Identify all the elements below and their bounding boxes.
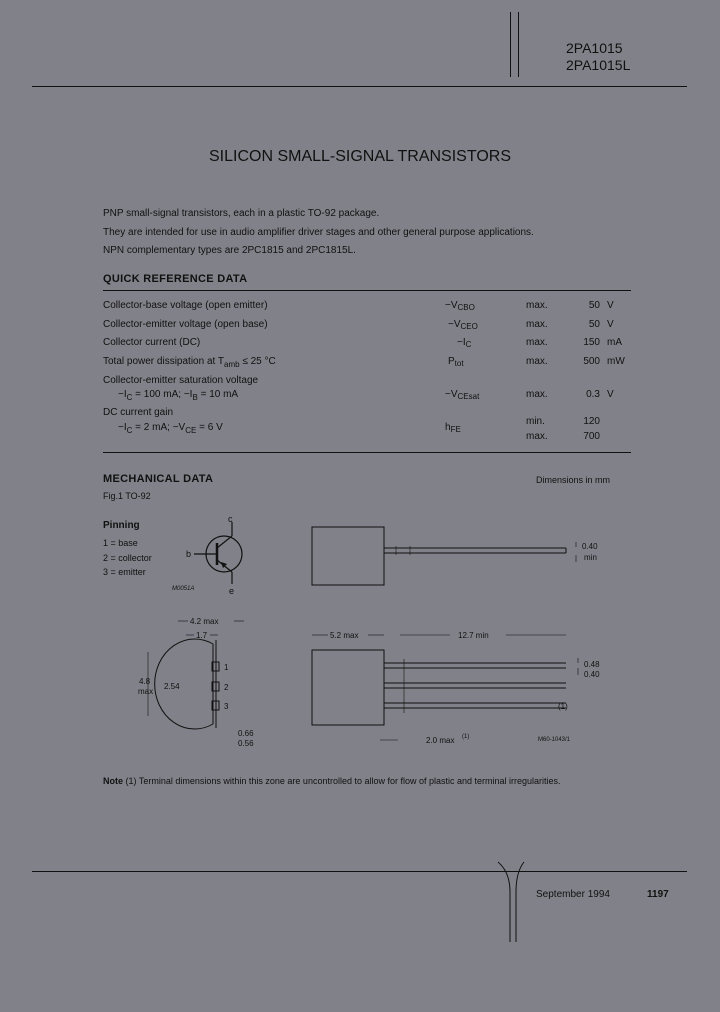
pin-number: 3 [103,567,109,577]
transistor-symbol-diagram [172,512,260,602]
pin-name: = base [110,538,138,548]
sat-condition: $-I_C = 100$ mA; $-I_B = 10$ mA [118,389,239,402]
qr-limit: max. [526,356,548,367]
pin-e-label: e [229,586,235,596]
mechanical-heading: MECHANICAL DATA [103,473,214,485]
package-side-view [300,520,620,590]
package-body-outline [312,527,384,585]
gain-symbol: $h_{FE}$ [445,422,461,434]
pin-b-label: b [186,549,192,559]
pin-row [103,553,152,563]
pin-row [103,538,138,548]
dim-label-048: 0.48 [584,660,600,669]
qr-symbol: $P_{tot}$ [448,356,464,368]
drawing-code: M60-1043/1 [538,737,571,743]
qr-unit: V [607,300,614,311]
pin-1-label: 1 [224,663,229,672]
qr-limit: max. [526,337,548,348]
pin-name: = collector [110,553,152,563]
intro-line-3: NPN complementary types are 2PC1815 and 2PC1815L. [103,245,356,256]
sat-value: 0.3 [586,389,600,400]
page-title: SILICON SMALL-SIGNAL TRANSISTORS [208,148,511,165]
qr-top-rule [103,290,631,291]
dim-label-127min: 12.7 min [458,631,489,640]
qr-limit: max. [526,300,548,311]
package-front-view [128,612,268,752]
dim-label-52max: 5.2 max [330,631,359,640]
pin-row [103,567,146,577]
footnote-prefix: Note [103,776,123,786]
pin-c-label: c [228,514,233,524]
footnote-text: Terminal dimensions within this zone are uncontrolled to allow for flow of plastic and terminal irregularities. [138,776,561,786]
dim-label-040: 0.40 [582,542,598,551]
footer-rule [32,871,687,872]
package-lead-view [300,625,620,755]
header-divider-right [518,12,519,77]
lead-view-body [312,650,384,725]
intro-line-2: They are intended for use in audio amplifier driver stages and other general purpose applications. [103,227,534,238]
intro-line-1: PNP small-signal transistors, each in a plastic TO-92 package. [103,208,380,219]
pin-2-label: 2 [224,683,229,692]
qr-limit: max. [526,319,548,330]
gain-label: DC current gain [103,407,174,418]
gain-min-value: 120 [583,416,600,427]
sat-symbol: $-V_{CEsat}$ [445,389,480,401]
part-number-1: 2PA1015 [566,40,623,56]
figure-caption: Fig.1 TO-92 [103,491,151,501]
gain-condition: $-I_C = 2$ mA; $-V_{CE} = 6$ V [118,422,223,435]
gain-max-label: max. [526,431,548,442]
dim-label-066: 0.66 [238,729,254,738]
qr-symbol: $-I_C$ [457,337,472,349]
dim-label-254: 2.54 [164,682,180,691]
qr-unit: mA [607,337,622,348]
qr-label: Collector current (DC) [103,337,201,348]
sat-limit: max. [526,389,548,400]
dim-label-48max: max [138,687,154,696]
pin-name: = emitter [110,567,146,577]
dim-label-42max: 4.2 max [190,617,219,626]
header-divider-left [510,12,511,77]
dim-label-20max: 2.0 max [426,736,455,745]
quick-reference-heading: QUICK REFERENCE DATA [103,273,248,285]
dim-note-ref: (1) [462,734,470,740]
footnote [103,776,561,786]
pin-number: 1 [103,538,109,548]
qr-value: 500 [583,356,600,367]
pin-3-label: 3 [224,702,229,711]
gain-min-label: min. [526,416,545,427]
dim-label-48: 4.8 [139,677,151,686]
dim-label-056: 0.56 [238,739,254,748]
header-rule [32,86,687,87]
qr-symbol: $-V_{CBO}$ [445,300,475,312]
symbol-code: M0051A [172,586,195,592]
footer-page-number: 1197 [647,889,669,900]
qr-symbol: $-V_{CEO}$ [448,319,478,331]
dim-label-040b: 0.40 [584,670,600,679]
collector-lead [217,536,232,548]
footnote-ref: (1) [125,776,137,786]
qr-value: 50 [588,319,600,330]
pin-number: 2 [103,553,109,563]
qr-bottom-rule [103,452,631,453]
sat-unit: V [607,389,614,400]
qr-label: Collector-base voltage (open emitter) [103,300,268,311]
qr-label: Total power dissipation at $T_{amb} \le 25$ °C [103,356,276,369]
part-number-2: 2PA1015L [566,57,631,73]
footer-divider [496,862,526,942]
qr-unit: V [607,319,614,330]
gain-max-value: 700 [583,431,600,442]
dim-label-min: min [584,553,597,562]
sat-label: Collector-emitter saturation voltage [103,375,259,386]
qr-value: 50 [588,300,600,311]
footer-date: September 1994 [536,889,610,900]
qr-unit: mW [607,356,625,367]
dimensions-note: Dimensions in mm [536,475,611,485]
qr-value: 150 [583,337,600,348]
lead-end-note: (1) [558,702,568,711]
qr-label: Collector-emitter voltage (open base) [103,319,268,330]
pinning-heading: Pinning [103,520,140,531]
dim-label-17: 1.7 [196,631,208,640]
